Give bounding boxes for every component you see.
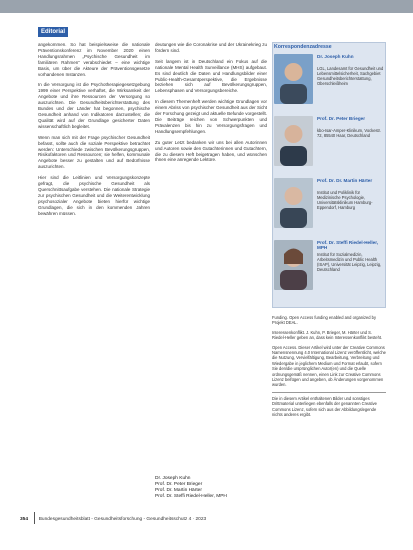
author-card	[274, 54, 384, 110]
portrait-icon	[274, 54, 313, 104]
correspondence-title: Korrespondenzadresse	[274, 44, 332, 50]
conflict-note: Interessenkonflikt. J. Kuhn, P. Brieger, M. Härter und S. Riedel-Heller geben an, dass kein Interessenkonflikt besteht.	[272, 329, 383, 341]
author-name: Dr. Joseph Kuhn	[317, 54, 354, 59]
paragraph: Wenn man sich mit der Frage psychischer Gesundheit befasst, sollte auch die soziale Perspektive betrachtet werden: Unterschiede zwischen Bevölkerungsgruppen, Risikofaktoren und Ressourcen; sie helfen, kommunale Angebote besser zu gestalten und auf Bedürfnisse auszurichten.	[38, 134, 150, 170]
open-access-note: Open Access. Dieser Artikel wird unter der Creative Commons Namensnennung 4.0 International Lizenz veröffentlicht, welche die Nutzung, Vervielfältigung, Bearbeitung, Verbreitung und Wiedergabe in jeglichem Medium und Format erlaubt, sofern Sie den/die ursprünglichen Autor(en) und die Quelle ordnungsgemäß nennen, einen Link zur Creative Commons Lizenz beifügen und angeben, ob Änderungen vorgenommen wurden.	[272, 344, 386, 388]
paragraph: Zu guter Letzt bedanken wir uns bei allen Autorinnen und Autoren sowie den Gutachterinnen und Gutachtern, die zu diesem Heft beigetragen haben, und wünschen Ihnen eine anregende Lektüre.	[155, 139, 267, 163]
funding-note: Funding. Open Access funding enabled and organized by Projekt DEAL.	[272, 315, 377, 326]
section-label: Editorial	[38, 27, 68, 37]
license-note: Die in diesem Artikel enthaltenen Bilder und sonstiges Drittmaterial unterliegen ebenfalls der genannten Creative Commons Lizenz, sofern sich aus der Abbildungslegende nichts anderes ergibt.	[272, 395, 377, 418]
journal-info: Bundesgesundheitsblatt - Gesundheitsforschung - Gesundheitsschutz 4 · 2023	[38, 517, 207, 522]
author-name: Dr. Joseph Kuhn	[155, 476, 191, 481]
author-name: Prof. Dr. Peter Brieger	[317, 116, 365, 121]
author-card	[274, 178, 384, 234]
author-affiliation: LGL, Landesamt für Gesundheit und Lebensmittelsicherheit, Sachgebiet Gesundheitsberichterstattung, Oberschleißheim	[317, 66, 384, 87]
portrait-icon	[274, 240, 313, 290]
author-name: Prof. Dr. Steffi Riedel-Heller, MPH	[317, 240, 379, 251]
text-column-middle	[155, 42, 267, 168]
page-footer	[20, 517, 400, 522]
page-number: 354	[20, 517, 29, 522]
author-affiliation: Institut für Sozialmedizin, Arbeitsmedizin und Public Health (ISAP), Universität Leipzig, Leipzig, Deutschland	[317, 252, 382, 273]
author-photo	[274, 240, 313, 290]
text-column-left	[38, 42, 150, 221]
author-photo	[274, 178, 313, 228]
author-affiliation: Institut und Poliklinik für Medizinische Psychologie, Universitätsklinikum Hamburg-Eppendorf, Hamburg	[317, 190, 373, 211]
author-card	[274, 240, 384, 296]
paragraph: angekommen. So hat beispielsweise die nationale Präventionskonferenz im November 2020 einen Handlungsrahmen „Psychische Gesundheit im familiären Rahmen“ verabschiedet – eine wichtige Basis, um über die Akteure der Präventionsgesetze vorhandenen Instanzen.	[38, 42, 150, 77]
notes-section	[272, 315, 386, 422]
paragraph: In die Versorgung ist die Psychotherapiegesetzgebung 1999 einer Perspektive verhaftet, die Wirksamkeit der Angebote und ihre Ressourcen der Versorgung so auszurichten. Die Gesundheitsberichterstattung des Bundes und der Länder hat begonnen, psychische Gesundheit anhand von Indikatoren darzustellen; die Qualität wird auf der Grundlage gesicherter Daten wissenschaftlich begleitet.	[38, 82, 150, 129]
paragraph: In diesem Themenheft werden wichtige Grundlagen vor einem Abriss von psychischer Gesundheit aus der Sicht der Forschung gezeigt und aktuelle Befunde vorgestellt. Die Beiträge reichen von Schwerpunkten und Prävalenzen bis hin zu Versorgungsfragen und Handlungsempfehlungen.	[155, 99, 267, 134]
paragraph: deutungen wie die Coronakrise und der Ukrainekrieg zu fördern sind.	[155, 42, 267, 53]
author-name: Prof. Dr. Steffi Riedel-Heller, MPH	[155, 494, 227, 499]
author-affiliation: kbo-Isar-Amper-Klinikum, Vockestr. 72, 85540 Haar, Deutschland	[317, 128, 381, 139]
author-signatures	[155, 476, 267, 500]
author-name: Prof. Dr. Dr. Martin Härter	[317, 178, 373, 183]
portrait-icon	[274, 116, 313, 166]
author-name: Prof. Dr. Peter Brieger	[155, 482, 203, 487]
top-bar	[0, 0, 413, 13]
author-name: Prof. Dr. Martin Härter	[155, 488, 202, 493]
paragraph: Hier sind die Leitlinien und Versorgungskonzepte gefragt, die psychische Gesundheit als Querschnittsaufgabe verstehen. Die nationale Strategie zur psychischen Gesundheit und die Weiterentwicklung psychosozialer Angebote bieten hierfür wichtige Grundlagen, die sich in den kommenden Jahren bewähren müssen.	[38, 175, 150, 216]
author-photo	[274, 54, 313, 104]
portrait-icon	[274, 178, 313, 228]
divider	[272, 392, 386, 393]
author-photo	[274, 116, 313, 166]
author-card	[274, 116, 384, 172]
paragraph: Seit langem ist in Deutschland ein Fokus auf die nationale Mental Health Surveillance (MHS) aufgebaut. Es sind deutlich die Daten und Handlungsbilder einer Public-Health-Gesamtperspektive, die Ergebnisse beziehen sich auf Bevölkerungsgruppen, Lebensphasen und Versorgungsbereiche.	[155, 58, 267, 94]
